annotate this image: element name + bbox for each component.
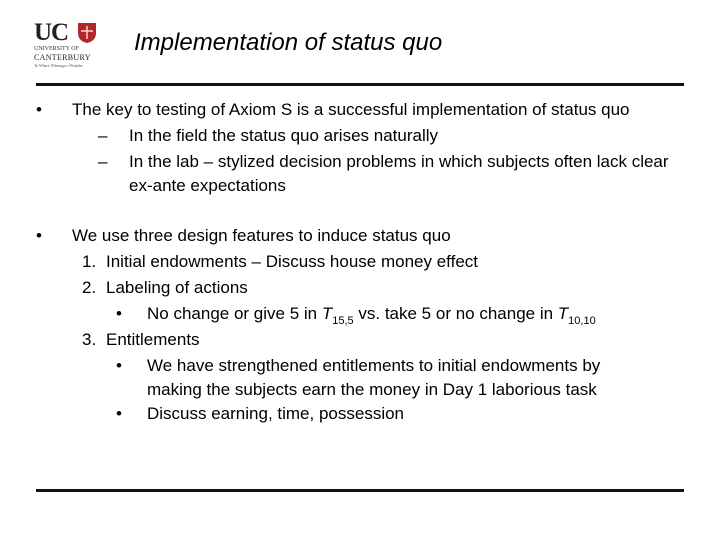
nested-bullet-marker: •	[116, 356, 122, 375]
bullet-text: We use three design features to induce status quo	[72, 226, 451, 245]
sub-bullet-text: In the lab – stylized decision problems in which subjects often lack clear	[129, 152, 669, 171]
nested-bullet-text: Discuss earning, time, possession	[147, 404, 405, 423]
logo-line3: Te Whare Wānanga o Waitaha	[34, 63, 83, 68]
numbered-text: Labeling of actions	[106, 278, 248, 297]
logo-monogram: UC	[34, 19, 69, 46]
logo-line1: UNIVERSITY OF	[34, 46, 79, 52]
numbered-text: Initial endowments – Discuss house money effect	[106, 252, 478, 271]
nested-bullet-text: We have strengthened entitlements to initial endowments by	[147, 356, 601, 375]
university-logo	[30, 20, 100, 68]
sub-bullet-continuation: ex-ante expectations	[129, 176, 286, 195]
bullet-marker: •	[36, 100, 42, 119]
logo-line2: CANTERBURY	[34, 53, 91, 62]
top-divider	[36, 83, 684, 86]
slide-title: Implementation of status quo	[134, 29, 443, 56]
numbered-marker: 1.	[82, 252, 97, 271]
sub-bullet-marker: –	[98, 152, 108, 171]
sub-bullet-marker: –	[98, 126, 108, 145]
nested-bullet-continuation: making the subjects earn the money in Day 1 laborious task	[147, 380, 597, 399]
nested-bullet-text: No change or give 5 in $T_{15,5}$ vs. take 5 or no change in $T_{10,10}$	[147, 304, 596, 327]
nested-bullet-marker: •	[116, 404, 122, 423]
bullet-text: The key to testing of Axiom S is a successful implementation of status quo	[72, 100, 630, 119]
nested-bullet-marker: •	[116, 304, 122, 323]
bottom-divider	[36, 489, 684, 492]
numbered-marker: 3.	[82, 330, 97, 349]
numbered-marker: 2.	[82, 278, 97, 297]
crest-icon	[77, 22, 97, 44]
sub-bullet-text: In the field the status quo arises naturally	[129, 126, 439, 145]
numbered-text: Entitlements	[106, 330, 200, 349]
bullet-marker: •	[36, 226, 42, 245]
